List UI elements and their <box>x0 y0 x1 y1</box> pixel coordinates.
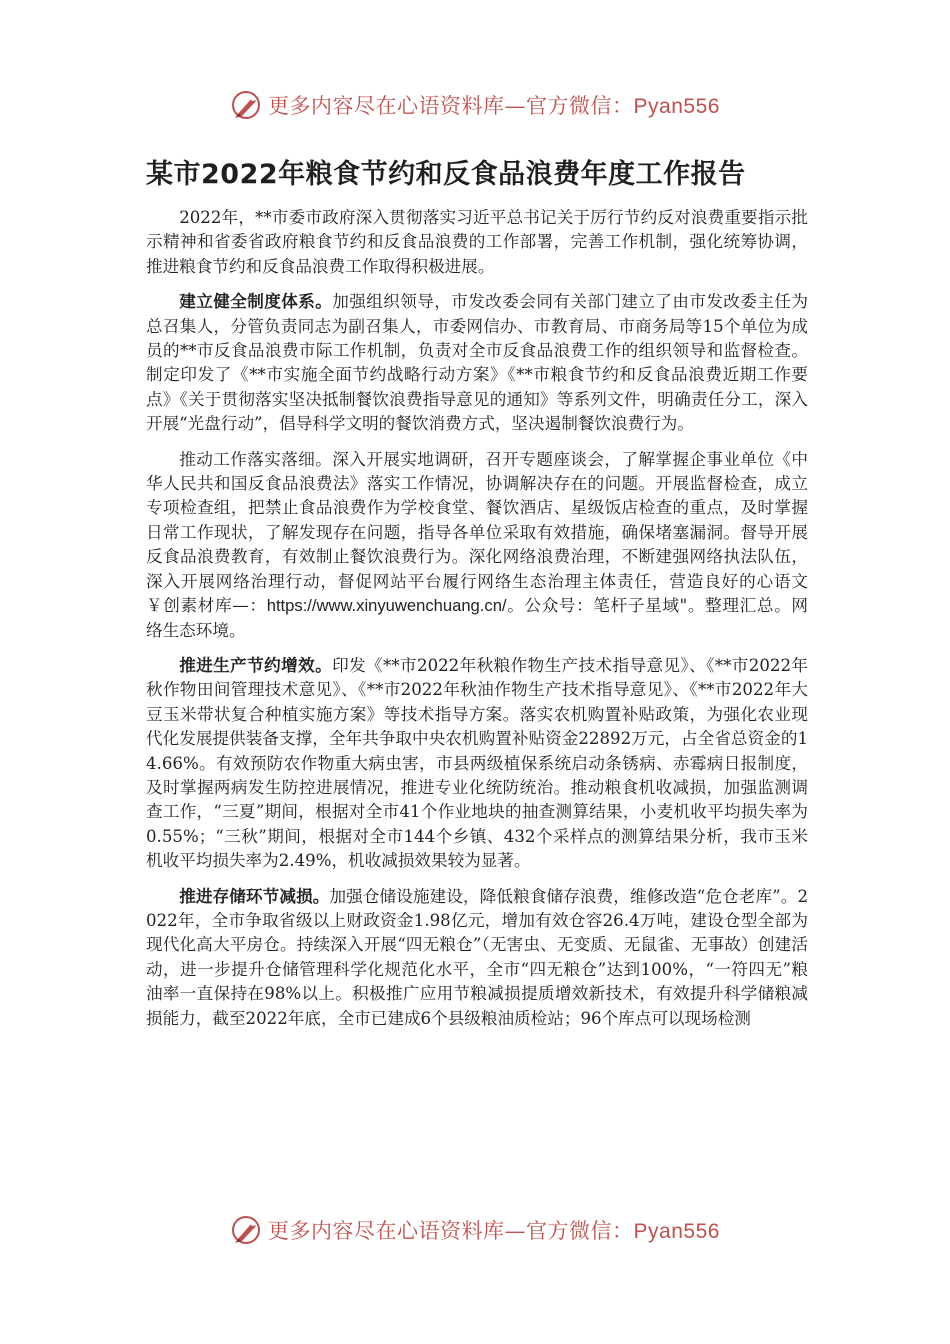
pen-nib-logo-icon <box>230 1214 262 1246</box>
section-heading: 推进生产节约增效。 <box>179 655 333 675</box>
wechat-handle: Pyan556 <box>633 95 720 118</box>
banner-text: 更多内容尽在心语资料库—官方微信：Pyan556 <box>268 1219 720 1243</box>
section-text: 深入开展实地调研，召开专题座谈会，了解掌握企事业单位《中华人民共和国反食品浪费法》落实工作情况，协调解决存在的问题。开展监督检查，成立专项检查组，把禁止食品浪费作为学校食堂、餐饮酒店、星级饭店检查的重点，及时掌握日常工作现状，了解发现存在问题，指导各单位采取有效措施，确保堵塞漏洞。督导开展反食品浪费教育，有效制止餐饮浪费行为。深化网络浪费治理，不断建强网络执法队伍，深入开展网络治理行动，督促网站平台履行网络生态治理主体责任，营造良好的心语文￥创素材库—： <box>146 449 809 616</box>
section-text: 加强仓储设施建设，降低粮食储存浪费，维修改造“危仓老库”。2022年，全市争取省级以上财政资金1.98亿元，增加有效仓容26.4万吨，建设仓型全部为现代化高大平房仓。持续深入开展“四无粮仓”（无害虫、无变质、无鼠雀、无事故）创建活动，进一步提升仓储管理科学化规范化水平，全市“四无粮仓”达到100%，“一符四无”粮油率一直保持在98%以上。积极推广应用节粮减损提质增效新技术，有效提升科学储粮减损能力，截至2022年底，全市已建成6个县级粮油质检站；96个库点可以现场检测 <box>146 886 809 1028</box>
section-text: 。公众号：笔杆子星域"。整理汇总。网络生态环境。 <box>146 596 808 640</box>
section-paragraph <box>146 448 808 643</box>
wechat-handle: Pyan556 <box>633 1220 720 1243</box>
section-paragraph <box>146 654 808 874</box>
section-text: 加强组织领导，市发改委会同有关部门建立了由市发改委主任为总召集人，分管负责同志为副召集人，市委网信办、市教育局、市商务局等15个单位为成员的**市反食品浪费市际工作机制，负责对全市反食品浪费工作的组织领导和监督检查。制定印发了《**市实施全面节约战略行动方案》《**市粮食节约和反食品浪费近期工作要点》《关于贯彻落实坚决抵制餐饮浪费指导意见的通知》等系列文件，明确责任分工，深入开展“光盘行动”，倡导科学文明的餐饮消费方式，坚决遏制餐饮浪费行为。 <box>146 292 809 434</box>
pen-nib-logo-icon <box>230 89 262 121</box>
footer-watermark-banner <box>0 1210 950 1250</box>
document-body <box>146 206 808 1042</box>
section-heading: 推进存储环节减损。 <box>179 886 330 906</box>
section-heading: 推动工作落实落细。 <box>179 449 333 469</box>
banner-text: 更多内容尽在心语资料库—官方微信：Pyan556 <box>268 94 720 118</box>
website-link[interactable]: https://www.xinyuwenchuang.cn/ <box>266 596 507 616</box>
section-heading: 建立健全制度体系。 <box>179 292 333 312</box>
header-watermark-banner <box>0 85 950 125</box>
document-title: 某市2022年粮食节约和反食品浪费年度工作报告 <box>146 159 746 190</box>
section-paragraph <box>146 885 808 1031</box>
section-paragraph <box>146 290 808 436</box>
section-text: 印发《**市2022年秋粮作物生产技术指导意见》、《**市2022年秋作物田间管理技术意见》、《**市2022年秋油作物生产技术指导意见》、《**市2022年大豆玉米带状复合种植实施方案》等技术指导方案。落实农机购置补贴政策，为强化农业现代化发展提供装备支撑，全年共争取中央农机购置补贴资金22892万元，占全省总资金的14.66%。有效预防农作物重大病虫害，市县两级植保系统启动条锈病、赤霉病日报制度，及时掌握两病发生防控进展情况，推进专业化统防统治。推动粮食机收减损，加强监测调查工作，“三夏”期间，根据对全市41个作业地块的抽查测算结果，小麦机收平均损失率为0.55%；“三秋”期间，根据对全市144个乡镇、432个采样点的测算结果分析，我市玉米机收平均损失率为2.49%，机收减损效果较为显著。 <box>146 655 809 871</box>
intro-paragraph: 2022年，**市委市政府深入贯彻落实习近平总书记关于厉行节约反对浪费重要指示批示精神和省委省政府粮食节约和反食品浪费的工作部署，完善工作机制，强化统筹协调，推进粮食节约和反食品浪费工作取得积极进展。 <box>146 208 808 276</box>
